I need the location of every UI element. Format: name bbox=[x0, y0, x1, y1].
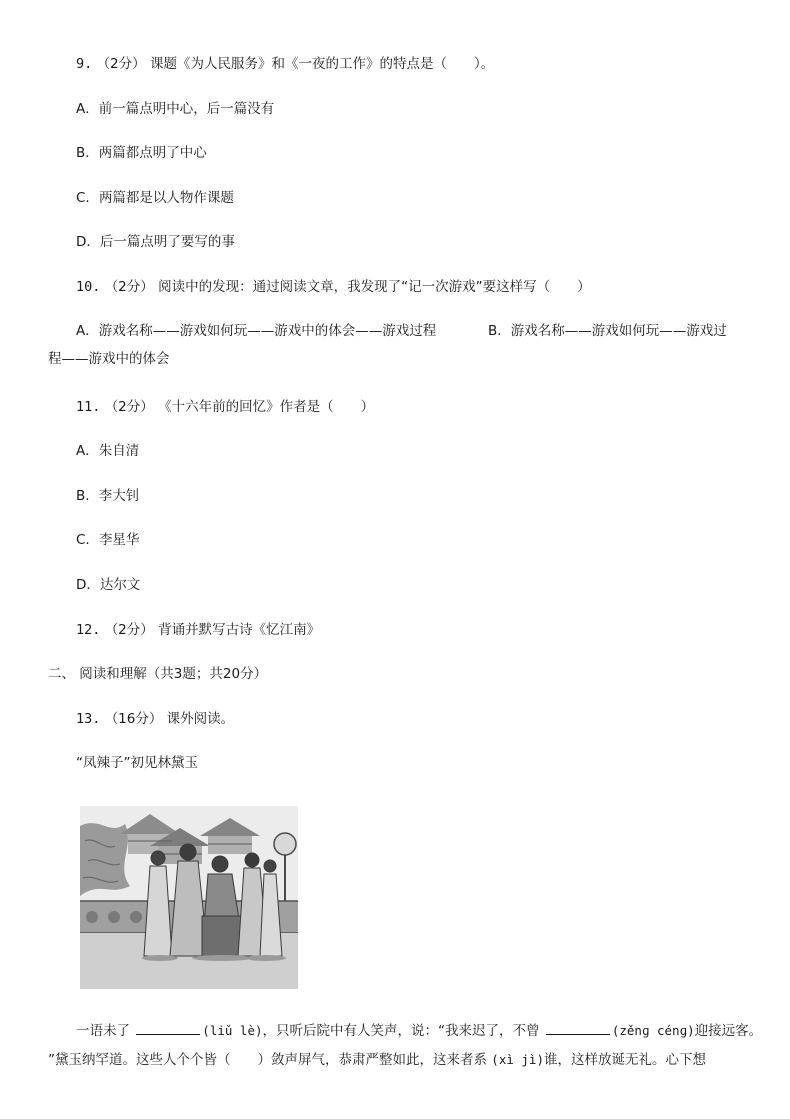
option-text: 朱自清 bbox=[98, 443, 140, 459]
question-stem: 背诵并默写古诗《忆江南》 bbox=[158, 622, 321, 638]
passage-title-text: “凤辣子”初见林黛玉 bbox=[76, 755, 198, 771]
option-text: 达尔文 bbox=[99, 577, 141, 593]
passage-line-1 bbox=[76, 1020, 762, 1041]
option-letter: A． bbox=[76, 101, 99, 117]
illustration-image bbox=[80, 806, 298, 989]
q11-option-c[interactable] bbox=[76, 530, 139, 550]
passage-text: ，只听后院中有人笑声，说：“我来迟了，不曾 bbox=[262, 1023, 540, 1039]
question-13-header bbox=[76, 709, 234, 729]
option-text: 前一篇点明中心，后一篇没有 bbox=[98, 101, 275, 117]
q11-option-b[interactable] bbox=[76, 486, 139, 506]
option-letter: B． bbox=[488, 323, 511, 339]
q10-option-b[interactable] bbox=[488, 321, 727, 341]
passage-text: ”黛玉纳罕道。这些人个个皆（ ）敛声屏气，恭肃严整如此，这来者系 bbox=[48, 1052, 487, 1068]
question-9-header bbox=[76, 54, 494, 74]
option-text: 李大钊 bbox=[98, 488, 140, 504]
q9-option-c[interactable] bbox=[76, 188, 234, 208]
question-stem: 《十六年前的回忆》作者是（ ） bbox=[158, 399, 375, 415]
option-text: 后一篇点明了要写的事 bbox=[99, 234, 235, 250]
question-number: 11. bbox=[76, 399, 101, 415]
question-number: 12. bbox=[76, 622, 101, 638]
option-letter: B． bbox=[76, 488, 99, 504]
question-score: （2分） bbox=[104, 622, 154, 638]
passage-text: 谁，这样放诞无礼。心下想 bbox=[543, 1052, 706, 1068]
question-score: （2分） bbox=[96, 56, 146, 72]
option-letter: A． bbox=[76, 443, 99, 459]
pinyin-hint-1: (liǔ lè) bbox=[202, 1023, 263, 1038]
section-title: 阅读和理解（共3题；共20分） bbox=[79, 666, 268, 682]
question-stem: 课外阅读。 bbox=[166, 711, 235, 727]
passage-title bbox=[76, 753, 198, 773]
passage-illustration bbox=[80, 806, 298, 989]
question-12-header bbox=[76, 620, 320, 640]
question-11-header bbox=[76, 397, 374, 417]
pinyin-hint-2: (zěnɡ cénɡ) bbox=[611, 1023, 695, 1038]
question-score: （2分） bbox=[104, 279, 154, 295]
option-letter: D． bbox=[76, 234, 100, 250]
passage-text: 一语未了 bbox=[76, 1023, 130, 1039]
option-letter: D． bbox=[76, 577, 100, 593]
section-2-heading bbox=[48, 664, 267, 684]
q11-option-d[interactable] bbox=[76, 575, 140, 595]
question-score: （16分） bbox=[104, 711, 163, 727]
option-letter: B． bbox=[76, 145, 99, 161]
fill-in-blank-1[interactable] bbox=[136, 1020, 200, 1035]
question-number: 9. bbox=[76, 56, 93, 72]
q10-option-a[interactable] bbox=[76, 321, 436, 341]
option-text: 游戏名称——游戏如何玩——游戏中的体会——游戏过程 bbox=[98, 323, 437, 339]
option-text: 程——游戏中的体会 bbox=[48, 351, 170, 367]
passage-line-2 bbox=[48, 1050, 706, 1070]
option-letter: A． bbox=[76, 323, 99, 339]
q11-option-a[interactable] bbox=[76, 441, 139, 461]
option-text: 两篇都是以人物作课题 bbox=[98, 190, 234, 206]
question-stem: 阅读中的发现：通过阅读文章，我发现了“记一次游戏”要这样写（ ） bbox=[158, 279, 591, 295]
pinyin-hint-3: (xì jì) bbox=[491, 1052, 544, 1067]
section-number: 二、 bbox=[48, 666, 75, 682]
q9-option-d[interactable] bbox=[76, 232, 235, 252]
question-10-header bbox=[76, 277, 591, 297]
q9-option-a[interactable] bbox=[76, 99, 274, 119]
question-score: （2分） bbox=[104, 399, 154, 415]
question-number: 13. bbox=[76, 711, 101, 727]
q10-option-b-continued[interactable] bbox=[48, 349, 170, 369]
q9-option-b[interactable] bbox=[76, 143, 207, 163]
passage-text: 迎接远客。 bbox=[694, 1023, 763, 1039]
question-stem: 课题《为人民服务》和《一夜的工作》的特点是（ ）。 bbox=[149, 56, 495, 72]
option-text: 两篇都点明了中心 bbox=[98, 145, 207, 161]
option-letter: C． bbox=[76, 532, 99, 548]
option-letter: C． bbox=[76, 190, 99, 206]
option-text: 游戏名称——游戏如何玩——游戏过 bbox=[510, 323, 727, 339]
option-text: 李星华 bbox=[98, 532, 140, 548]
question-number: 10. bbox=[76, 279, 101, 295]
fill-in-blank-2[interactable] bbox=[546, 1020, 610, 1035]
